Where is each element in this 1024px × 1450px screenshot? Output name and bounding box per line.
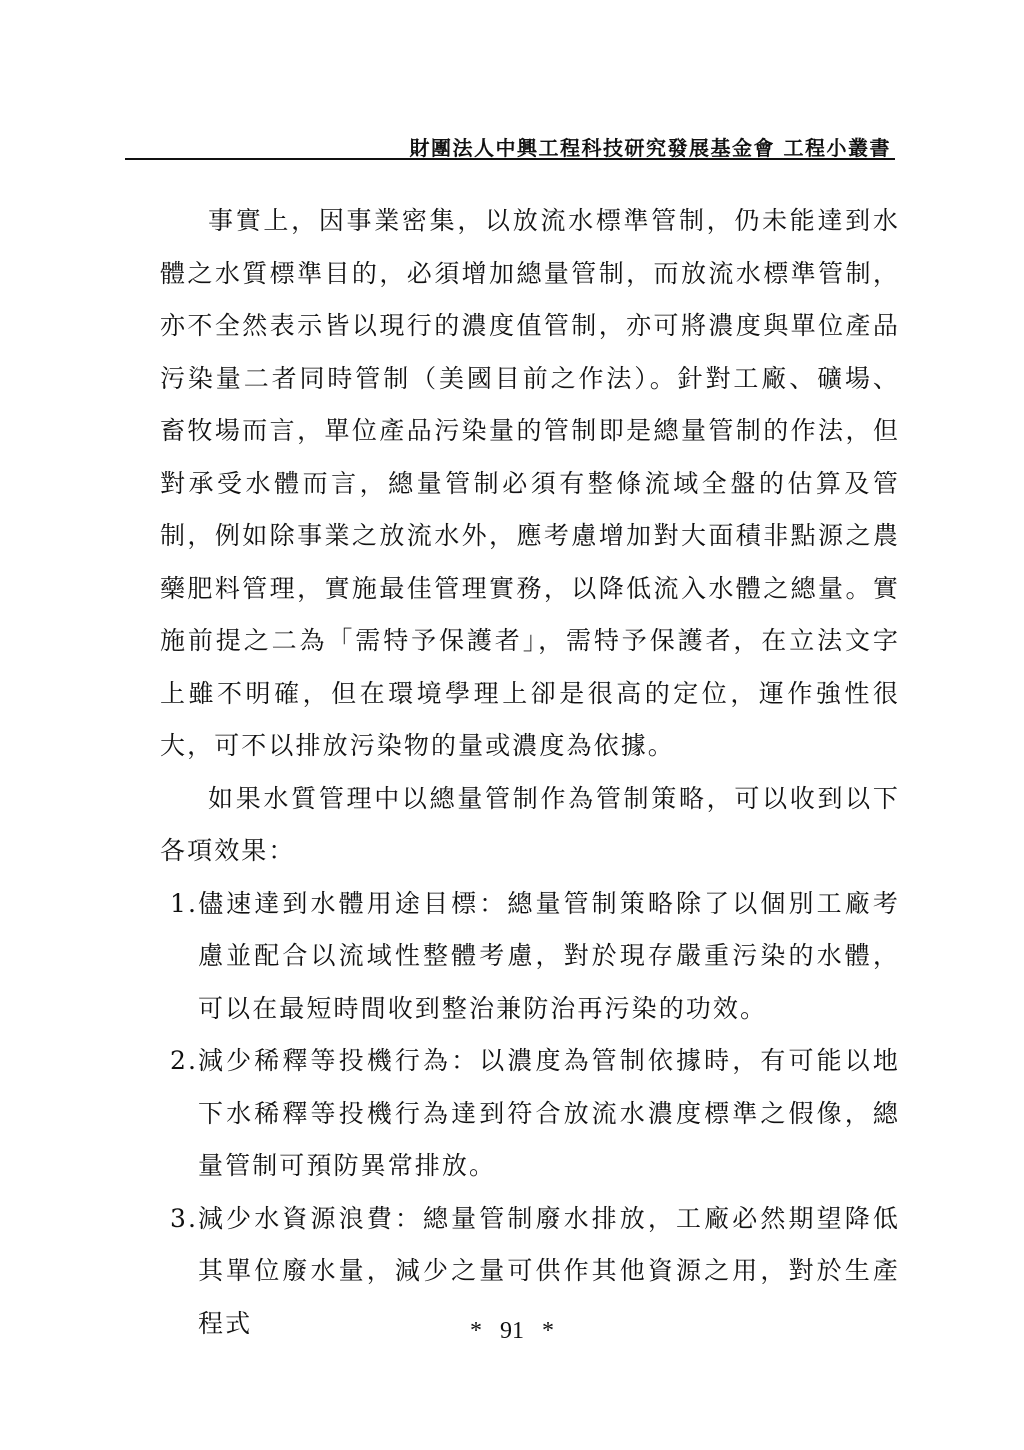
- list-item: [160, 1035, 900, 1193]
- running-header: [125, 130, 895, 160]
- list-item-text: 減少稀釋等投機行為：以濃度為管制依據時，有可能以地下水稀釋等投機行為達到符合放流水濃度標準之假像，總量管制可預防異常排放。: [198, 1046, 900, 1180]
- document-body: [160, 195, 900, 1350]
- list-item-text: 減少水資源浪費：總量管制廢水排放，工廠必然期望降低其單位廢水量，減少之量可供作其他資源之用，對於生產程式: [198, 1203, 900, 1338]
- list-item-number: 3.: [170, 1203, 199, 1233]
- list-item-text: 儘速達到水體用途目標：總量管制策略除了以個別工廠考慮並配合以流域性整體考慮，對於現存嚴重污染的水體，可以在最短時間收到整治兼防治再污染的功效。: [198, 888, 900, 1023]
- paragraph-effects-intro: 如果水質管理中以總量管制作為管制策略，可以收到以下各項效果：: [160, 783, 900, 865]
- header-title: 財團法人中興工程科技研究發展基金會 工程小叢書: [409, 136, 891, 160]
- list-item-number: 1.: [170, 888, 199, 918]
- paragraph-total-control-intro: 事實上，因事業密集，以放流水標準管制，仍未能達到水體之水質標準目的，必須增加總量管制，而放流水標準管制，亦不全然表示皆以現行的濃度值管制，亦可將濃度與單位產品污染量二者同時管制（美國目前之作法）。針對工廠、礦場、畜牧場而言，單位產品污染量的管制即是總量管制的作法，但對承受水體而言，總量管制必須有整條流域全盤的估算及管制，例如除事業之放流水外，應考慮增加對大面積非點源之農藥肥料管理，實施最佳管理實務，以降低流入水體之總量。實施前提之二為「需特予保護者」，需特予保護者，在立法文字上雖不明確，但在環境學理上卻是很高的定位，運作強性很大，可不以排放污染物的量或濃度為依據。: [160, 206, 900, 760]
- list-item-number: 2.: [170, 1046, 199, 1075]
- page-number: * 91 *: [470, 1318, 554, 1344]
- list-item: [160, 878, 900, 1036]
